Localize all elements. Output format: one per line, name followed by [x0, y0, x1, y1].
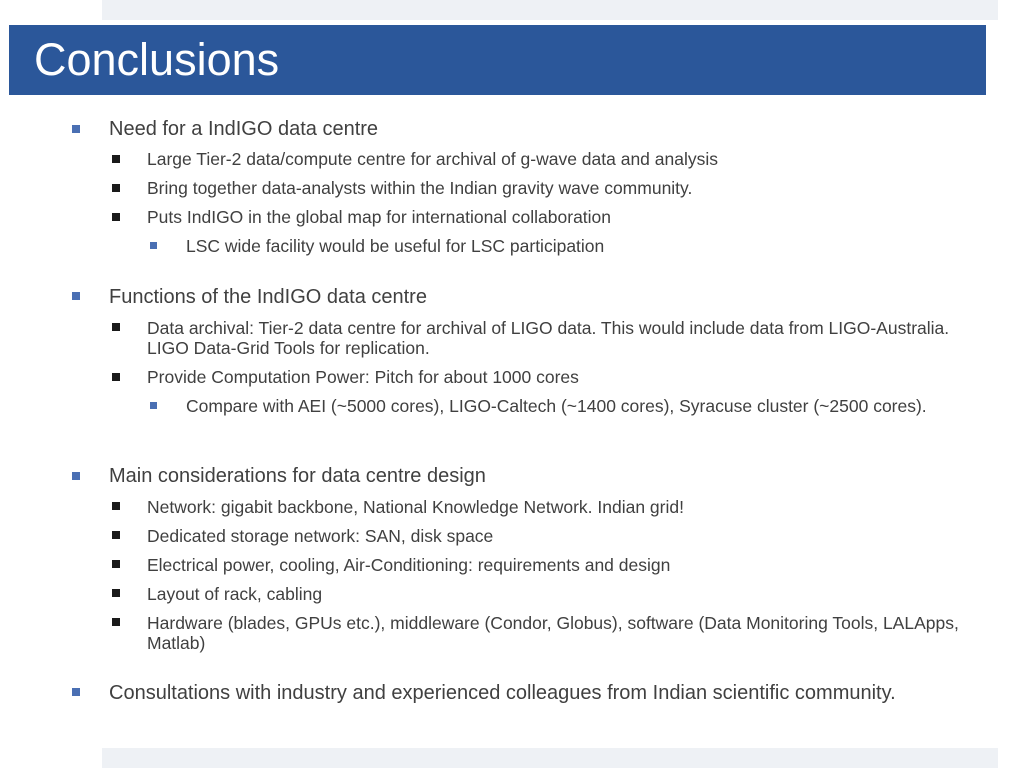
square-bullet-icon — [72, 125, 80, 133]
slide-title: Conclusions — [34, 34, 280, 85]
bullet-text: Consultations with industry and experienced colleagues from Indian scientific community. — [109, 682, 896, 704]
square-bullet-icon — [112, 560, 120, 568]
bullet-text: Bring together data-analysts within the Indian gravity wave community. — [147, 178, 693, 198]
bullet-text: Hardware (blades, GPUs etc.), middleware (Condor, Globus), software (Data Monitoring Tools, LALApps, Matlab) — [147, 613, 959, 653]
square-bullet-icon — [72, 688, 80, 696]
bullet-text: Functions of the IndIGO data centre — [109, 286, 427, 308]
bullet-text: Need for a IndIGO data centre — [109, 118, 379, 140]
square-bullet-icon — [112, 155, 120, 163]
bottom-decor-band — [102, 748, 998, 768]
square-bullet-icon — [72, 472, 80, 480]
square-bullet-icon — [112, 184, 120, 192]
square-bullet-icon — [112, 502, 120, 510]
bullet-text: Data archival: Tier-2 data centre for archival of LIGO data. This would include data from LIGO-Australia. LIGO Data-Grid Tools for replication. — [147, 318, 950, 358]
square-bullet-icon — [112, 373, 120, 381]
square-bullet-icon — [112, 213, 120, 221]
square-bullet-icon — [72, 292, 80, 300]
bullet-text: Main considerations for data centre design — [109, 465, 486, 487]
bullet-text: Large Tier-2 data/compute centre for archival of g-wave data and analysis — [147, 149, 719, 169]
bullet-text: Dedicated storage network: SAN, disk space — [147, 526, 494, 546]
square-bullet-icon — [150, 242, 157, 249]
bullet-text: LSC wide facility would be useful for LSC participation — [186, 236, 605, 256]
bullet-text: Provide Computation Power: Pitch for about 1000 cores — [147, 367, 579, 387]
bullet-text: Puts IndIGO in the global map for international collaboration — [147, 207, 612, 227]
square-bullet-icon — [112, 531, 120, 539]
square-bullet-icon — [150, 402, 157, 409]
square-bullet-icon — [112, 618, 120, 626]
bullet-text: Compare with AEI (~5000 cores), LIGO-Caltech (~1400 cores), Syracuse cluster (~2500 cores). — [186, 396, 927, 416]
square-bullet-icon — [112, 323, 120, 331]
bullet-text: Network: gigabit backbone, National Knowledge Network. Indian grid! — [147, 497, 684, 517]
bullet-text: Electrical power, cooling, Air-Conditioning: requirements and design — [147, 555, 671, 575]
bullet-text: Layout of rack, cabling — [147, 584, 323, 604]
square-bullet-icon — [112, 589, 120, 597]
